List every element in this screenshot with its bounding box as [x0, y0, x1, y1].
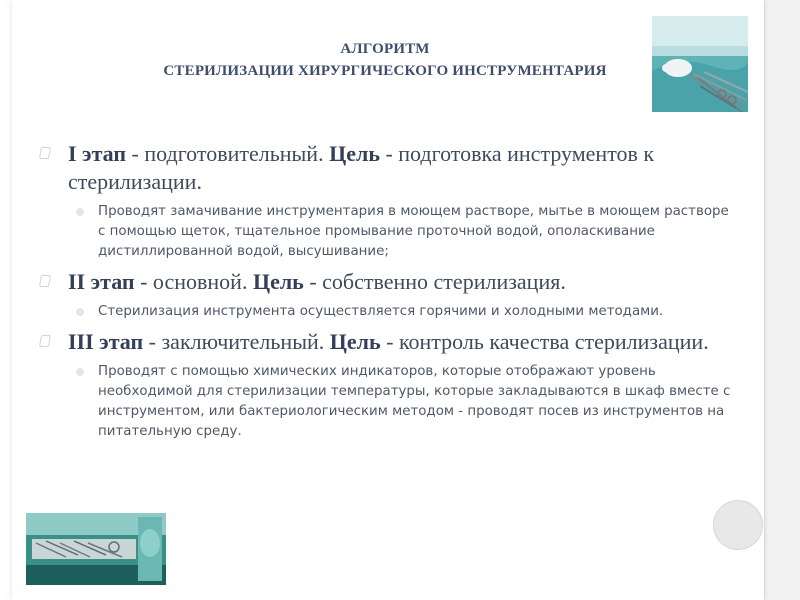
stage-type: - заключительный. [143, 329, 330, 354]
slide-side-strip [764, 0, 800, 600]
dot-bullet-icon [76, 308, 84, 316]
goal-text: - собственно стерилизация. [303, 269, 566, 294]
goal-text: - контроль качества стерилизации. [380, 329, 709, 354]
stage-label: I этап [68, 141, 127, 166]
stage-bullet-icon [39, 147, 51, 159]
stage-2 [40, 268, 740, 322]
stage-3-heading [68, 328, 740, 356]
dot-bullet-icon [76, 208, 84, 216]
stage-1-heading [68, 140, 740, 196]
stage-2-detail [68, 302, 740, 322]
stages-list [40, 140, 740, 448]
title-line-1: АЛГОРИТМ [340, 41, 430, 57]
stage-1-detail [68, 202, 740, 262]
instrument-table-photo [26, 513, 166, 585]
slide-title [40, 38, 730, 82]
stage-bullet-icon [39, 335, 51, 347]
stage-bullet-icon [39, 275, 51, 287]
stage-2-heading [68, 268, 740, 296]
stage-label: III этап [68, 329, 144, 354]
stage-type: - основной. [134, 269, 253, 294]
goal-label: Цель [329, 141, 380, 166]
stage-1 [40, 140, 740, 262]
dot-bullet-icon [76, 368, 84, 376]
stage-3 [40, 328, 740, 442]
detail-text: Проводят замачивание инструментария в моющем растворе, мытье в моющем растворе с помощью щеток, тщательное промывание проточной водой, ополаскивание дистиллированной водой, высушивание; [98, 204, 729, 259]
detail-text: Проводят с помощью химических индикаторов, которые отображают уровень необходимой для стерилизации температуры, которые закладываются в шкаф вместе с инструментом, или бактериологическим методом - проводят посев из инструментов на питательную среду. [98, 364, 731, 439]
detail-text: Стерилизация инструмента осуществляется горячими и холодными методами. [98, 304, 664, 319]
decorative-circle [713, 500, 763, 550]
goal-label: Цель [252, 269, 304, 294]
stage-type: - подготовительный. [126, 141, 330, 166]
title-line-2: СТЕРИЛИЗАЦИИ ХИРУРГИЧЕСКОГО ИНСТРУМЕНТАРИЯ [163, 63, 607, 79]
stage-label: II этап [68, 269, 135, 294]
goal-text: - подготовка инструментов к стерилизации. [68, 141, 655, 194]
stage-3-detail [68, 362, 740, 442]
goal-label: Цель [329, 329, 381, 354]
